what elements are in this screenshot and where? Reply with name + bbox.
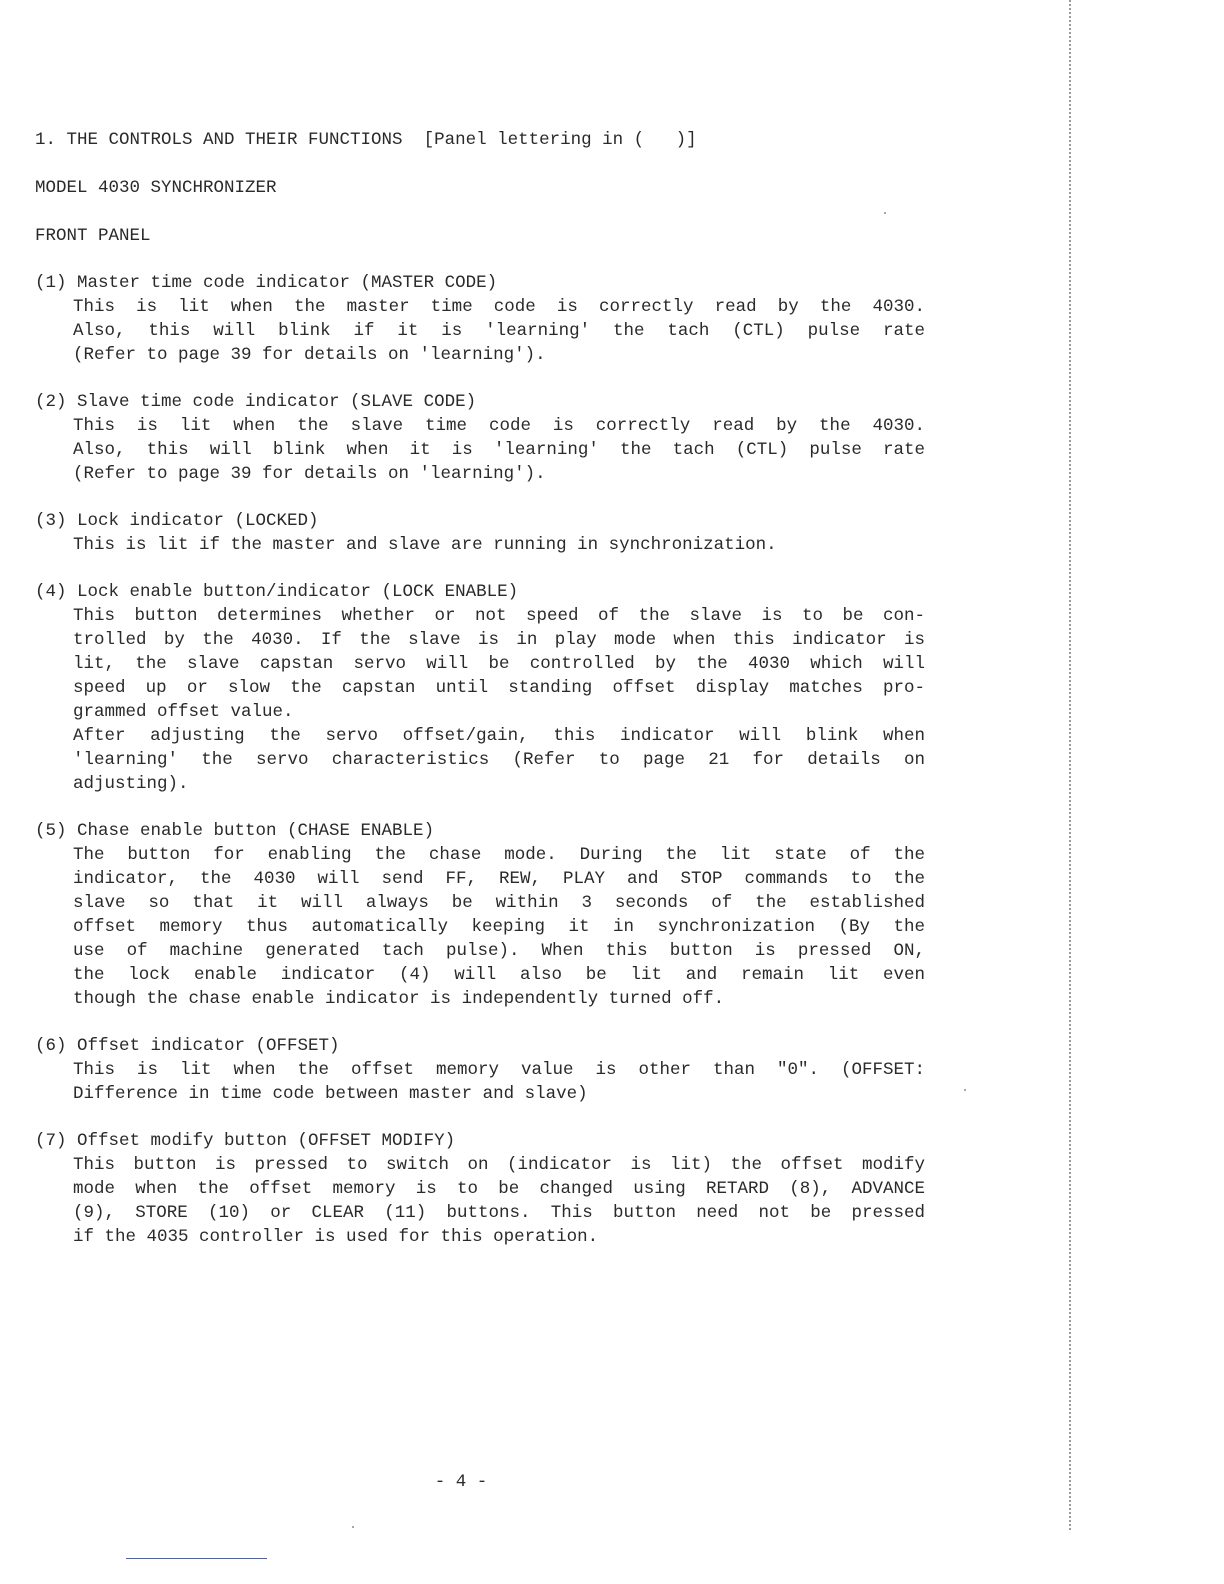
section-line: The button for enabling the chase mode. During the lit state of the xyxy=(73,845,925,865)
section-line: This is lit when the master time code is correctly read by the 4030. xyxy=(73,297,925,317)
section-heading: (1) Master time code indicator (MASTER CODE) xyxy=(35,273,498,293)
section-line: Difference in time code between master and slave) xyxy=(73,1084,588,1104)
scan-speck xyxy=(964,1089,966,1091)
section-line: lit, the slave capstan servo will be controlled by the 4030 which will xyxy=(73,654,925,674)
section-line: 'learning' the servo characteristics (Refer to page 21 for details on xyxy=(73,750,925,770)
document-title: 1. THE CONTROLS AND THEIR FUNCTIONS [Panel lettering in ( )] xyxy=(35,130,697,150)
section-heading: (5) Chase enable button (CHASE ENABLE) xyxy=(35,821,435,841)
section-locked xyxy=(35,509,935,557)
section-line: if the 4035 controller is used for this operation. xyxy=(73,1227,599,1247)
section-line: This is lit when the slave time code is correctly read by the 4030. xyxy=(73,416,925,436)
document-body xyxy=(35,128,935,1272)
section-line: indicator, the 4030 will send FF, REW, PLAY and STOP commands to the xyxy=(73,869,925,889)
section-line: This is lit when the offset memory value is other than "0". (OFFSET: xyxy=(73,1060,925,1080)
scan-speck xyxy=(352,1526,354,1528)
section-line: though the chase enable indicator is independently turned off. xyxy=(73,989,725,1009)
section-line: trolled by the 4030. If the slave is in play mode when this indicator is xyxy=(73,630,925,650)
section-line: This button is pressed to switch on (indicator is lit) the offset modify xyxy=(73,1155,925,1175)
section-line: Also, this will blink when it is 'learning' the tach (CTL) pulse rate xyxy=(73,440,925,460)
model-heading: MODEL 4030 SYNCHRONIZER xyxy=(35,178,277,198)
section-line: grammed offset value. xyxy=(73,702,294,722)
section-line: Also, this will blink if it is 'learning' the tach (CTL) pulse rate xyxy=(73,321,925,341)
section-line: (9), STORE (10) or CLEAR (11) buttons. This button need not be pressed xyxy=(73,1203,925,1223)
front-panel-heading: FRONT PANEL xyxy=(35,226,151,246)
section-line: After adjusting the servo offset/gain, this indicator will blink when xyxy=(73,726,925,746)
section-line: This button determines whether or not speed of the slave is to be con- xyxy=(73,606,925,626)
section-line: (Refer to page 39 for details on 'learning'). xyxy=(73,464,546,484)
section-offset xyxy=(35,1034,935,1106)
section-line: This is lit if the master and slave are running in synchronization. xyxy=(73,535,777,555)
section-heading: (7) Offset modify button (OFFSET MODIFY) xyxy=(35,1131,456,1151)
section-heading: (3) Lock indicator (LOCKED) xyxy=(35,511,319,531)
section-heading: (4) Lock enable button/indicator (LOCK ENABLE) xyxy=(35,582,519,602)
section-heading: (2) Slave time code indicator (SLAVE CODE) xyxy=(35,392,477,412)
section-chase-enable xyxy=(35,819,935,1011)
section-line: adjusting). xyxy=(73,774,189,794)
scan-speck xyxy=(884,212,886,214)
section-line: slave so that it will always be within 3 seconds of the established xyxy=(73,893,925,913)
page-edge-dotted-border xyxy=(1069,0,1071,1530)
section-line: offset memory thus automatically keeping it in synchronization (By the xyxy=(73,917,925,937)
bottom-underline-mark xyxy=(126,1558,267,1559)
section-line: use of machine generated tach pulse). When this button is pressed ON, xyxy=(73,941,925,961)
section-line: the lock enable indicator (4) will also be lit and remain lit even xyxy=(73,965,925,985)
section-master-code xyxy=(35,271,935,367)
section-heading: (6) Offset indicator (OFFSET) xyxy=(35,1036,340,1056)
section-offset-modify xyxy=(35,1129,935,1249)
section-slave-code xyxy=(35,390,935,486)
section-line: (Refer to page 39 for details on 'learning'). xyxy=(73,345,546,365)
section-line: mode when the offset memory is to be changed using RETARD (8), ADVANCE xyxy=(73,1179,925,1199)
section-line: speed up or slow the capstan until standing offset display matches pro- xyxy=(73,678,925,698)
section-lock-enable xyxy=(35,580,935,796)
page-number: - 4 - xyxy=(434,1472,488,1492)
